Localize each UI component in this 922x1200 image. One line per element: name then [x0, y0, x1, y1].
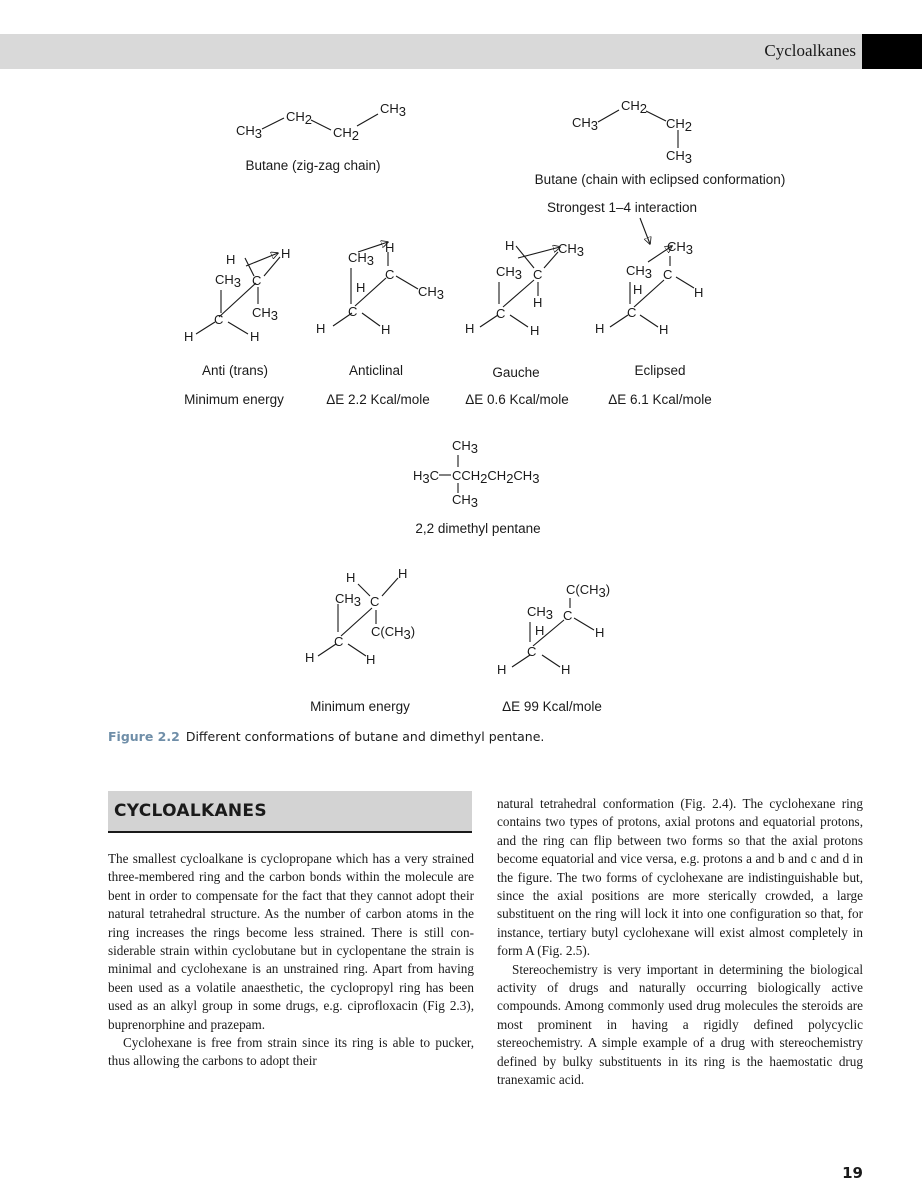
anticlinal-conformation-structure [316, 240, 444, 337]
svg-text:C(CH3): C(CH3) [371, 624, 416, 642]
svg-text:H: H [505, 238, 515, 253]
page-number: 19 [842, 1164, 863, 1182]
conformation-name: Gauche [492, 365, 540, 380]
body-paragraph: Cyclohexane is free from strain since its ring is able to pucker, thus allowing the carbons to adopt their [108, 1035, 474, 1069]
conformation-name: Anticlinal [348, 363, 404, 378]
svg-text:C: C [496, 306, 506, 321]
svg-text:H: H [385, 240, 395, 255]
body-paragraph: Stereochemistry is very important in determining the biological activity of drugs and naturally occurring biologically active compounds. Among commonly used drug molecules the steroids are most prominent in having a rigidly defined polycyclic stereochemistry. A simple example of a drug with stereochemistry defined by bulky substituents in its ring is the haemostatic drug tranexamic acid. [497, 961, 863, 1088]
svg-text:C: C [663, 267, 673, 282]
svg-text:H: H [694, 285, 704, 300]
svg-text:C: C [334, 634, 344, 649]
butane-eclipsed-structure [572, 98, 692, 166]
svg-text:H: H [497, 662, 507, 677]
butane-zigzag-label: Butane (zig-zag chain) [245, 158, 381, 173]
svg-text:CH3: CH3 [572, 115, 599, 133]
body-column-right [497, 795, 863, 1090]
svg-text:CH3: CH3 [496, 264, 523, 282]
svg-text:H: H [398, 566, 408, 581]
svg-text:H: H [366, 652, 376, 667]
pentane-eclipsed-structure [497, 582, 610, 677]
svg-text:C: C [533, 267, 543, 282]
svg-text:CH3: CH3 [452, 438, 479, 456]
svg-text:CH3: CH3 [252, 305, 279, 323]
svg-text:H3C: H3C [413, 468, 440, 486]
body-column-left [108, 850, 474, 1071]
figure-caption [108, 729, 544, 744]
svg-text:CH3: CH3 [558, 241, 585, 259]
svg-text:H: H [595, 321, 605, 336]
svg-text:H: H [465, 321, 475, 336]
eclipsed-conformation-structure [595, 239, 703, 337]
svg-text:H: H [305, 650, 315, 665]
dimethyl-pentane-label: 2,2 dimethyl pentane [415, 521, 541, 536]
svg-text:C: C [385, 267, 395, 282]
interaction-label: Strongest 1–4 interaction [546, 200, 698, 215]
svg-text:H: H [356, 280, 366, 295]
svg-text:H: H [561, 662, 571, 677]
svg-text:H: H [226, 252, 236, 267]
section-heading: CYCLOALKANES [114, 801, 267, 821]
conformation-name: Anti (trans) [201, 363, 269, 378]
svg-text:CH3: CH3 [215, 272, 242, 290]
svg-text:C: C [348, 304, 358, 319]
svg-text:CH3: CH3 [626, 263, 653, 281]
svg-text:CH3: CH3 [236, 123, 263, 141]
conformation-energy: ΔE 0.6 Kcal/mole [465, 392, 569, 407]
running-header-title: Cycloalkanes [764, 41, 856, 60]
svg-text:H: H [316, 321, 326, 336]
svg-text:H: H [535, 623, 545, 638]
interaction-pointer-arrow [640, 218, 650, 244]
conformation-energy: Minimum energy [184, 392, 284, 407]
svg-text:H: H [595, 625, 605, 640]
figure-caption-text: Different conformations of butane and dimethyl pentane. [185, 729, 545, 744]
svg-text:C: C [252, 273, 262, 288]
svg-text:H: H [381, 322, 391, 337]
svg-text:C: C [214, 312, 224, 327]
svg-text:CH2: CH2 [666, 116, 693, 134]
body-paragraph: natural tetrahedral conformation (Fig. 2.4). The cyclohexane ring contains two types of protons, axial protons and equatorial protons, and the ring can flip between two forms so that the axial protons become equatorial and vice versa, e.g. protons a and b and c and d in the figure. The two forms of cyclohexane are indistinguishable but, since the axial positions are more sterically crowded, a large substituent on the ring will lock it into one configuration so that, for instance, tertiary butyl cyclohexane will exist almost completely in form A (Fig. 2.5). [497, 796, 863, 959]
figure-caption-label: Figure 2.2 [108, 729, 180, 744]
svg-text:H: H [250, 329, 260, 344]
anti-conformation-structure [184, 246, 290, 344]
svg-text:H: H [346, 570, 356, 585]
svg-text:H: H [659, 322, 669, 337]
svg-text:C: C [527, 644, 537, 659]
svg-text:CH2: CH2 [621, 98, 648, 116]
svg-text:H: H [530, 323, 540, 338]
conformation-name: Eclipsed [634, 363, 686, 378]
svg-text:C: C [370, 594, 380, 609]
svg-text:H: H [281, 246, 291, 261]
pentane-minimum-structure [305, 566, 415, 667]
pentane-conformation-energy: Minimum energy [310, 699, 410, 714]
svg-text:C: C [563, 608, 573, 623]
svg-text:C: C [627, 305, 637, 320]
dimethyl-pentane-structure [413, 438, 539, 510]
conformation-energy: ΔE 2.2 Kcal/mole [326, 392, 430, 407]
svg-text:H: H [633, 282, 643, 297]
svg-text:CH3: CH3 [380, 101, 407, 119]
butane-zigzag-structure [236, 101, 406, 143]
svg-text:CH3: CH3 [335, 591, 362, 609]
svg-text:H: H [533, 295, 543, 310]
svg-text:CH3: CH3 [348, 250, 375, 268]
svg-text:CH3: CH3 [452, 492, 479, 510]
gauche-conformation-structure [465, 238, 584, 338]
body-paragraph: The smallest cycloalkane is cyclopropane which has a very strained three-membered ring and the carbon bonds within the molecule are bent in order to compensate for the fact that they cannot adopt their natural tetrahedral structure. As the number of carbon atoms in the ring increases the rings become less strained. There is still considerable strain within cyclobutane but in cyclopentane the strain is minimal and cyclohexane is an unstrained ring. Apart from having been used as a volatile anaesthetic, the cyclopropyl ring has been used as an alkyl group in some drugs, e.g. ciprofloxacin (Fig 2.3), buprenorphine and prazepam. [108, 851, 474, 1032]
svg-text:CH2: CH2 [333, 125, 360, 143]
svg-text:CH3: CH3 [527, 604, 554, 622]
svg-text:CH3: CH3 [418, 284, 445, 302]
svg-text:CH2: CH2 [286, 109, 313, 127]
conformation-energy: ΔE 6.1 Kcal/mole [608, 392, 712, 407]
pentane-conformation-energy: ΔE 99 Kcal/mole [502, 699, 602, 714]
section-heading-box [108, 791, 472, 833]
svg-text:CCH2CH2CH3: CCH2CH2CH3 [452, 468, 540, 486]
svg-text:C(CH3): C(CH3) [566, 582, 611, 600]
svg-text:CH3: CH3 [667, 239, 694, 257]
svg-text:H: H [184, 329, 194, 344]
svg-text:CH3: CH3 [666, 148, 693, 166]
butane-eclipsed-label: Butane (chain with eclipsed conformation) [534, 172, 786, 187]
